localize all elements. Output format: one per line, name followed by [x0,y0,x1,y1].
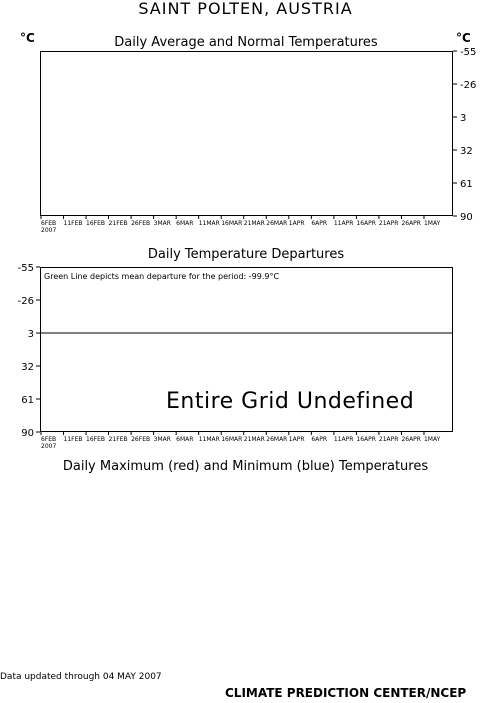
y-tick-label: -55 [17,263,34,274]
y-tick-label: 61 [460,179,473,190]
x-tick-label: 16FEB [86,220,106,227]
x-tick-label: 1MAY [423,436,441,443]
y-tick-label: 61 [21,395,34,406]
x-tick-label: 11FEB [63,220,83,227]
page-title: SAINT POLTEN, AUSTRIA [138,0,353,18]
x-tick-label: 6APR [311,220,328,227]
x-tick-label: 6MAR [176,220,194,227]
y-tick-label: 90 [460,212,473,223]
x-tick-label: 11APR [333,436,354,443]
x-tick-label: 3MAR [153,220,171,227]
x-tick-label: 11MAR [198,436,220,443]
x-tick-label: 1MAY [423,220,441,227]
x-tick-label: 6MAR [176,436,194,443]
x-tick-label: 16MAR [221,436,243,443]
chart1-title: Daily Average and Normal Temperatures [114,35,378,50]
x-year-label: 2007 [41,443,57,450]
x-tick-label: 16MAR [221,220,243,227]
x-tick-label: 21APR [378,436,399,443]
x-tick-label: 26FEB [131,220,151,227]
x-tick-label: 11MAR [198,220,220,227]
x-tick-label: 26MAR [266,220,288,227]
x-tick-label: 16APR [356,220,376,227]
y-tick-label: -55 [460,47,477,58]
x-tick-label: 21MAR [243,220,265,227]
x-tick-label: 16FEB [86,436,106,443]
data-updated-text: Data updated through 04 MAY 2007 [0,672,162,682]
y-tick-label: 3 [460,113,467,124]
x-tick-label: 21MAR [243,436,265,443]
x-tick-label: 1APR [288,220,305,227]
x-tick-label: 21FEB [108,220,128,227]
y-tick-label: 3 [27,329,34,340]
x-tick-label: 1APR [288,436,305,443]
x-tick-label: 6FEB [41,436,57,443]
y-tick-label: -26 [460,80,477,91]
chart1-ylabel-left: °C [20,31,35,45]
x-tick-label: 21APR [378,220,399,227]
y-tick-label: 32 [21,362,34,373]
chart2-overlay-text: Entire Grid Undefined [166,389,415,414]
y-tick-label: -26 [17,296,34,307]
x-tick-label: 26APR [401,436,421,443]
chart2-title: Daily Temperature Departures [147,247,345,262]
x-year-label: 2007 [41,227,57,234]
chart1-ylabel-right: °C [456,31,471,45]
chart3-title: Daily Maximum (red) and Minimum (blue) Temperatures [62,459,429,474]
y-tick-label: 90 [21,428,34,439]
x-tick-label: 21FEB [108,436,128,443]
x-tick-label: 26APR [401,220,421,227]
x-tick-label: 11APR [333,220,354,227]
chart2-annotation: Green Line depicts mean departure for the period: -99.9°C [44,272,280,281]
x-tick-label: 26FEB [131,436,151,443]
x-tick-label: 16APR [356,436,376,443]
x-tick-label: 11FEB [63,436,83,443]
credit-text: CLIMATE PREDICTION CENTER/NCEP [225,686,467,700]
x-tick-label: 6APR [311,436,328,443]
y-tick-label: 32 [460,146,473,157]
x-tick-label: 26MAR [266,436,288,443]
x-tick-label: 3MAR [153,436,171,443]
x-tick-label: 6FEB [41,220,57,227]
